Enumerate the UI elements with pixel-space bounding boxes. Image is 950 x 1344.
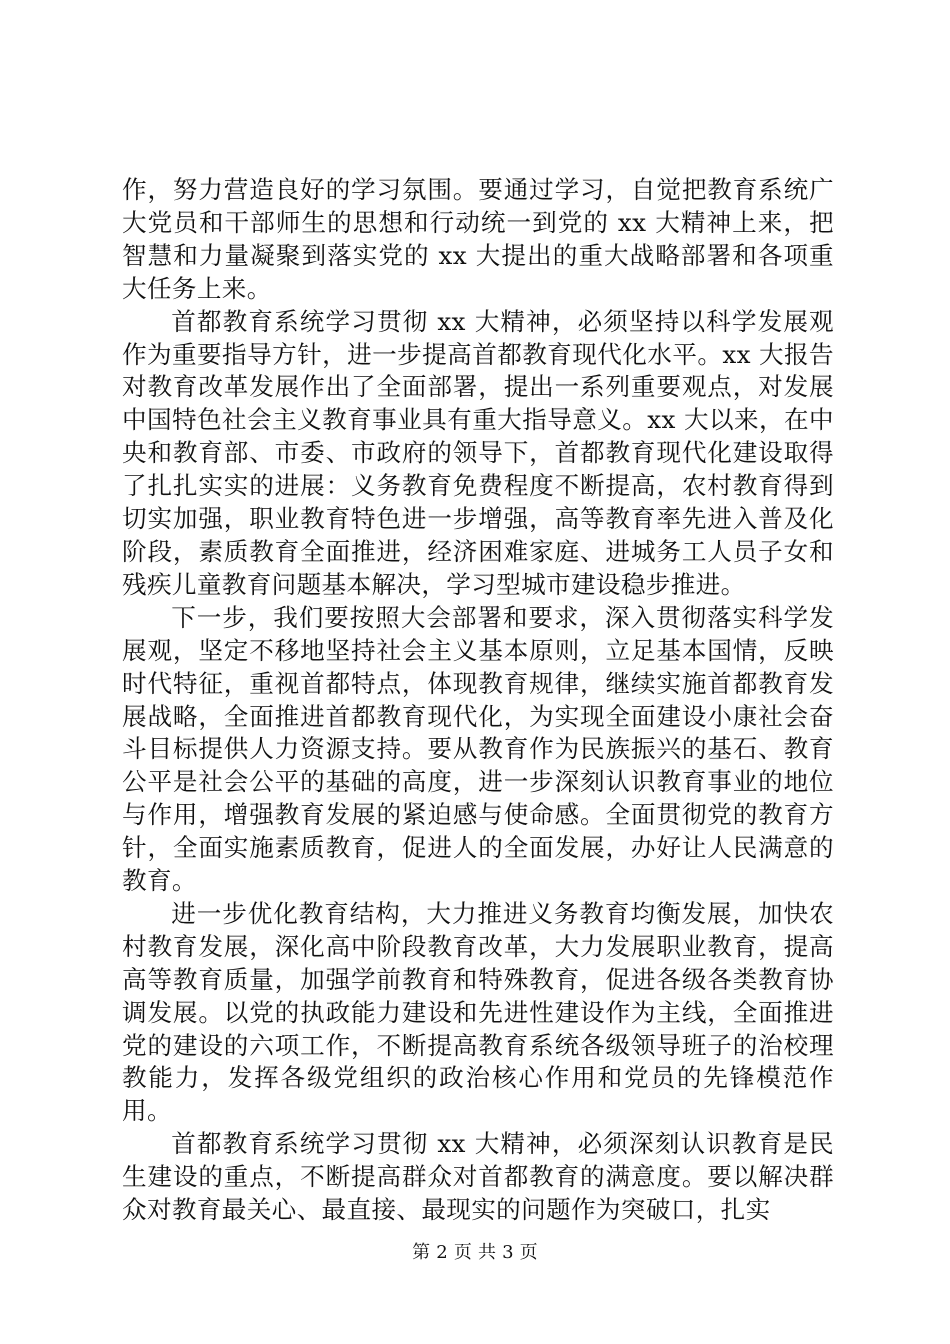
document-body: [122, 174, 834, 1227]
page-footer: 第 2 页 共 3 页: [412, 1242, 538, 1263]
paragraph-1: 作，努力营造良好的学习氛围。要通过学习，自觉把教育系统广大党员和干部师生的思想和行动统一到党的 xx 大精神上来，把智慧和力量凝聚到落实党的 xx 大提出的重大战略部署和各项重大任务上来。: [122, 175, 834, 303]
paragraph-2: 首都教育系统学习贯彻 xx 大精神，必须坚持以科学发展观作为重要指导方针，进一步提高首都教育现代化水平。xx 大报告对教育改革发展作出了全面部署，提出一系列重要观点，对发展中国特色社会主义教育事业具有重大指导意义。xx 大以来，在中央和教育部、市委、市政府的领导下，首都教育现代化建设取得了扎扎实实的进展：义务教育免费程度不断提高，农村教育得到切实加强，职业教育特色进一步增强，高等教育率先进入普及化阶段，素质教育全面推进，经济困难家庭、进城务工人员子女和残疾儿童教育问题基本解决，学习型城市建设稳步推进。: [122, 306, 834, 599]
paragraph-3: 下一步，我们要按照大会部署和要求，深入贯彻落实科学发展观，坚定不移地坚持社会主义基本原则，立足基本国情，反映时代特征，重视首都特点，体现教育规律，继续实施首都教育发展战略，全面推进首都教育现代化，为实现全面建设小康社会奋斗目标提供人力资源支持。要从教育作为民族振兴的基石、教育公平是社会公平的基础的高度，进一步深刻认识教育事业的地位与作用，增强教育发展的紧迫感与使命感。全面贯彻党的教育方针，全面实施素质教育，促进人的全面发展，办好让人民满意的教育。: [122, 602, 834, 896]
paragraph-5: 首都教育系统学习贯彻 xx 大精神，必须深刻认识教育是民生建设的重点，不断提高群众对首都教育的满意度。要以解决群众对教育最关心、最直接、最现实的问题作为突破口，扎实: [122, 1129, 834, 1225]
paragraph-4: 进一步优化教育结构，大力推进义务教育均衡发展，加快农村教育发展，深化高中阶段教育改革，大力发展职业教育，提高高等教育质量，加强学前教育和特殊教育，促进各级各类教育协调发展。以党的执政能力建设和先进性建设作为主线，全面推进党的建设的六项工作，不断提高教育系统各级领导班子的治校理教能力，发挥各级党组织的政治核心作用和党员的先锋模范作用。: [122, 898, 834, 1126]
